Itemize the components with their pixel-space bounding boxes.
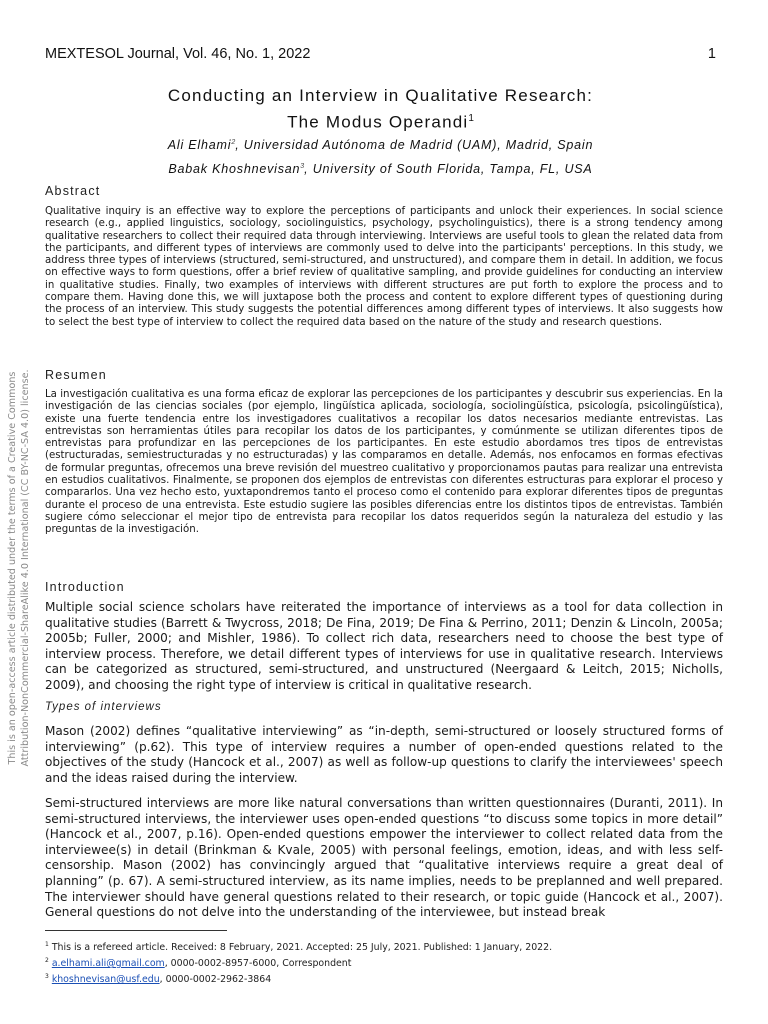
introduction-heading: Introduction	[45, 580, 125, 594]
author-2-name: Babak Khoshnevisan	[168, 162, 301, 176]
license-sidebar	[6, 348, 36, 788]
footnote-2-mark: 2	[45, 957, 49, 965]
types-paragraph-2: Semi-structured interviews are more like natural conversations than written questionnaires (Duranti, 2011). In semi-structured interviews, the interviewer uses open-ended questions “to discuss some topics in more detail” (Hancock et al., 2007, p.16). Open-ended questions empower the interviewer to collect related data from the interviewee(s) in detail (Brinkman & Kvale, 2005) with personal feelings, emotion, ideas, and with less self-censorship. Mason (2002) has convincingly argued that “qualitative interviews require a great deal of planning” (p. 67). A semi-structured interview, as its name implies, needs to be preplanned and well prepared. The interviewer should have general questions related to their research, or topic guide (Hancock et al., 2007). General questions do not delve into the understanding of the interviewee, but instead break	[45, 796, 723, 920]
footnote-2	[45, 954, 723, 970]
footnote-3-mark: 3	[45, 973, 49, 981]
author-2-affiliation: , University of South Florida, Tampa, FL, USA	[304, 162, 593, 176]
footnote-1-mark: 1	[45, 941, 49, 948]
title-line-1: Conducting an Interview in Qualitative Research:	[167, 86, 594, 105]
resumen-heading: Resumen	[45, 368, 107, 382]
article-title	[45, 84, 716, 134]
author-2-email-link[interactable]: khoshnevisan@usf.edu	[51, 974, 160, 986]
page-number: 1	[707, 46, 716, 62]
types-of-interviews-heading: Types of interviews	[45, 701, 162, 713]
abstract-text: Qualitative inquiry is an effective way to explore the perceptions of participants and unlock their experiences. In social science research (e.g., applied linguistics, sociology, sociolinguistics, psychology, psycholinguistics), there is a strong tendency among qualitative researchers to collect their required data through interviewing. Interviews are useful tools to glean the related data from the participants, and different types of interviews are commonly used to delve into the participants' perceptions. In this study, we address three types of interviews (structured, semi-structured, and unstructured), and compare them in detail. In addition, we focus on effective ways to form questions, offer a brief review of qualitative sampling, and provide guidelines for conducting an interview in qualitative studies. Finally, two examples of interviews with different structures are put forth to explore the process and to compare them. Having done this, we will juxtapose both the process and content to explore different types of questioning during the process of an interview. This study suggests the potential differences among different types of interviews. It also suggests how to select the best type of interview to collect the required data based on the nature of the study and research questions.	[45, 206, 723, 328]
author-2-footnote-mark[interactable]: 3	[300, 162, 305, 170]
author-1-footnote-mark[interactable]: 2	[231, 138, 236, 146]
footnote-3-text: , 0000-0002-2962-3864	[159, 974, 272, 986]
running-header	[45, 46, 716, 62]
author-1-affiliation: , Universidad Autónoma de Madrid (UAM), Madrid, Spain	[235, 138, 594, 152]
footnote-1	[45, 938, 723, 954]
title-line-2-text: The Modus Operandi	[287, 112, 469, 132]
license-line-1: This is an open-access article distributed under the terms of a Creative Commons	[7, 371, 18, 765]
author-1-name: Ali Elhami	[167, 138, 232, 152]
footnote-1-text: This is a refereed article. Received: 8 February, 2021. Accepted: 25 July, 2021. Published: 1 January, 2022.	[51, 942, 553, 954]
footnote-divider	[45, 930, 227, 931]
title-footnote-mark[interactable]: 1	[468, 113, 474, 124]
resumen-text: La investigación cualitativa es una forma eficaz de explorar las percepciones de los participantes y descubrir sus experiencias. En la investigación de las ciencias sociales (por ejemplo, lingüística aplicada, sociología, sociolingüística, psicología, psicolingüística), existe una fuerte tendencia entre los investigadores cualitativos a recopilar los datos necesarios mediante entrevistas. Las entrevistas son herramientas útiles para recopilar los datos de los participantes, y comúnmente se utilizan diferentes tipos de entrevistas para profundizar en las percepciones de los participantes. En este estudio abordamos tres tipos de entrevistas (estructuradas, semiestructuradas y no estructuradas) y las comparamos en detalle. Además, nos enfocamos en formas efectivas de formular preguntas, ofrecemos una breve revisión del muestreo cualitativo y proporcionamos pautas para realizar una entrevista en estudios cualitativos. Finalmente, se proponen dos ejemplos de entrevistas con diferentes estructuras para explorar el proceso y compararlos. Una vez hecho esto, yuxtapondremos tanto el proceso como el contenido para explorar diferentes tipos de preguntas durante el proceso de una entrevista. Este estudio sugiere las posibles diferencias entre los distintos tipos de entrevistas. También sugiere cómo seleccionar el mejor tipo de entrevista para recopilar los datos requeridos según la naturaleza del estudio y las preguntas de la investigación.	[45, 389, 723, 536]
license-line-2: Attribution-NonCommercial-ShareAlike 4.0 International (CC BY-NC-SA 4.0) license.	[20, 369, 31, 767]
title-line-2	[45, 107, 716, 134]
footnote-3	[45, 970, 723, 986]
author-1	[45, 138, 716, 152]
introduction-text: Multiple social science scholars have reiterated the importance of interviews as a tool for data collection in qualitative studies (Barrett & Twycross, 2018; De Fina, 2019; De Fina & Perrino, 2011; Denzin & Lincoln, 2005a; 2005b; Fuller, 2000; and Mishler, 1986). To collect rich data, researchers need to choose the best type of interview process. Therefore, we detail different types of interviews for use in qualitative research. Interviews can be categorized as structured, semi-structured, and unstructured (Neergaard & Leitch, 2015; Nicholls, 2009), and choosing the right type of interview is critical in qualitative research.	[45, 600, 723, 692]
footnote-2-text: , 0000-0002-8957-6000, Correspondent	[164, 958, 352, 970]
author-2	[45, 162, 716, 176]
journal-citation: MEXTESOL Journal, Vol. 46, No. 1, 2022	[45, 46, 311, 62]
footnotes	[45, 938, 723, 986]
types-paragraph-1: Mason (2002) defines “qualitative interviewing” as “in-depth, semi-structured or loosely structured forms of interviewing” (p.62). This type of interview requires a number of open-ended questions related to the objectives of the study (Hancock et al., 2007) as well as follow-up questions to clarify the interviewees' speech and the ideas raised during the interview.	[45, 724, 723, 785]
author-1-email-link[interactable]: a.elhami.ali@gmail.com	[51, 958, 165, 970]
abstract-heading: Abstract	[45, 184, 101, 198]
